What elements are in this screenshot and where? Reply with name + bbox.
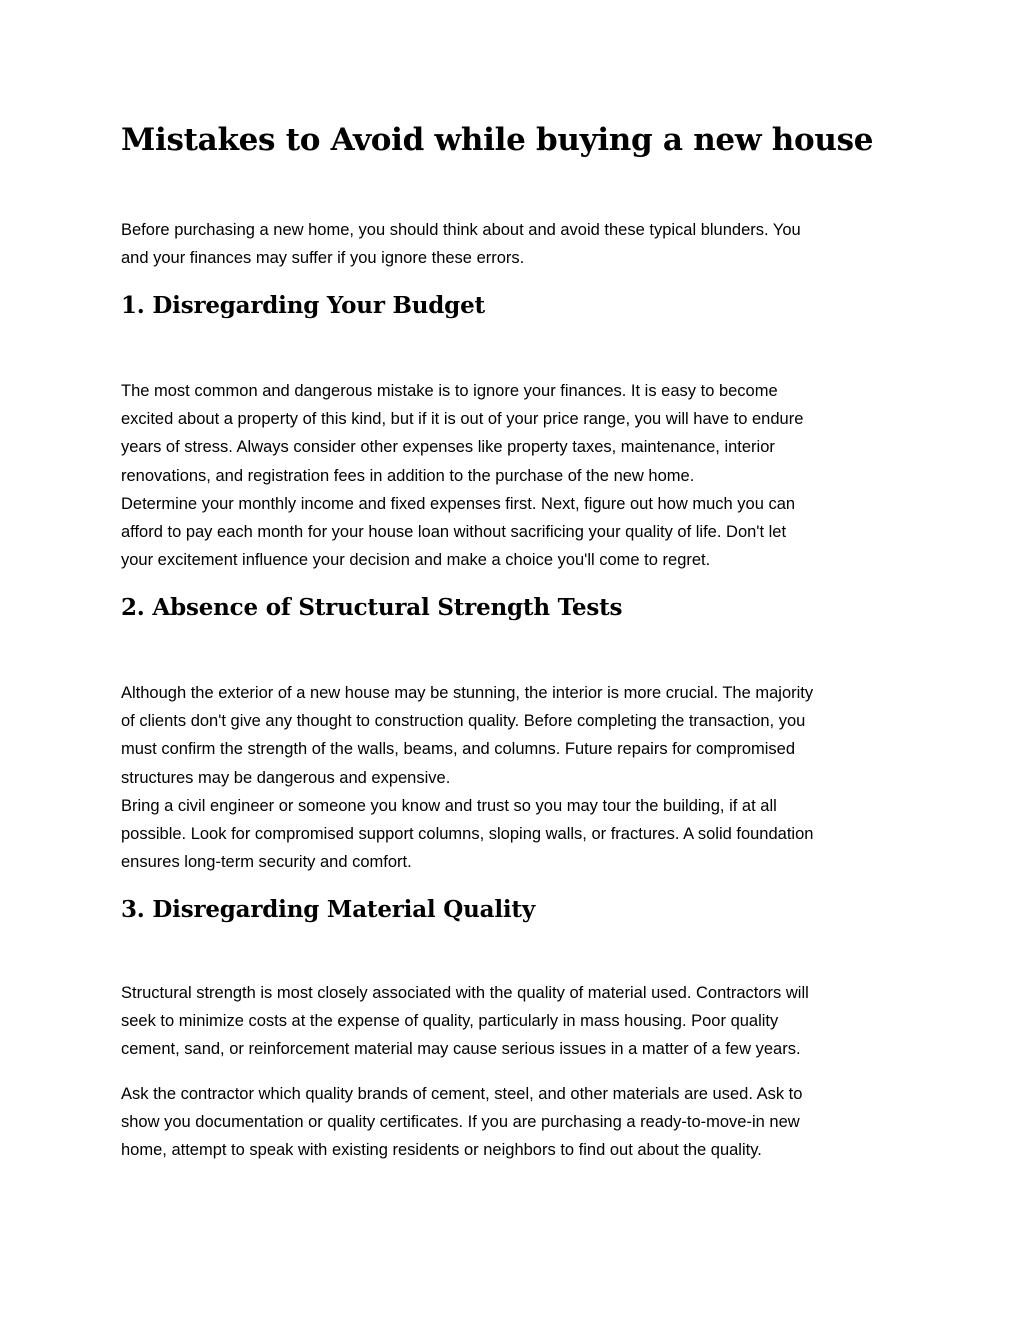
document-title: Mistakes to Avoid while buying a new house	[121, 122, 874, 158]
text-line: must confirm the strength of the walls, beams, and columns. Future repairs for compromised	[121, 740, 796, 759]
text-line: years of stress. Always consider other expenses like property taxes, maintenance, interior	[121, 438, 775, 457]
section-paragraph	[121, 679, 911, 876]
text-line: cement, sand, or reinforcement material may cause serious issues in a matter of a few years.	[121, 1040, 801, 1059]
text-line: seek to minimize costs at the expense of quality, particularly in mass housing. Poor quality	[121, 1012, 779, 1031]
text-line: Ask the contractor which quality brands of cement, steel, and other materials are used. Ask to	[121, 1085, 803, 1103]
section-heading-budget: 1. Disregarding Your Budget	[121, 292, 485, 319]
text-line: your excitement influence your decision and make a choice you'll come to regret.	[121, 551, 711, 570]
text-line: renovations, and registration fees in addition to the purchase of the new home.	[121, 466, 695, 485]
text-line: of clients don't give any thought to construction quality. Before completing the transaction, you	[121, 712, 806, 731]
text-line: Before purchasing a new home, you should think about and avoid these typical blunders. You	[121, 221, 801, 239]
text-line: ensures long-term security and comfort.	[121, 853, 412, 872]
text-line: possible. Look for compromised support columns, sloping walls, or fractures. A solid foundation	[121, 825, 814, 844]
text-line: and your finances may suffer if you ignore these errors.	[121, 249, 525, 268]
intro-paragraph	[121, 216, 911, 272]
section-paragraph	[121, 1080, 911, 1165]
text-line: Bring a civil engineer or someone you know and trust so you may tour the building, if at all	[121, 796, 777, 815]
text-line: show you documentation or quality certificates. If you are purchasing a ready-to-move-in new	[121, 1113, 800, 1132]
text-line: Determine your monthly income and fixed expenses first. Next, figure out how much you can	[121, 494, 796, 513]
text-line: excited about a property of this kind, but if it is out of your price range, you will have to endure	[121, 410, 804, 429]
section-heading-material: 3. Disregarding Material Quality	[121, 896, 535, 923]
text-line: afford to pay each month for your house loan without sacrificing your quality of life. Don't let	[121, 523, 787, 542]
text-line: Structural strength is most closely associated with the quality of material used. Contractors will	[121, 984, 809, 1002]
text-line: home, attempt to speak with existing residents or neighbors to find out about the quality.	[121, 1141, 762, 1160]
text-line: structures may be dangerous and expensive.	[121, 768, 451, 787]
section-heading-structural: 2. Absence of Structural Strength Tests	[121, 594, 623, 621]
text-line: The most common and dangerous mistake is to ignore your finances. It is easy to become	[121, 382, 778, 400]
text-line: Although the exterior of a new house may be stunning, the interior is more crucial. The majority	[121, 684, 814, 702]
section-paragraph	[121, 979, 911, 1064]
section-paragraph	[121, 377, 911, 574]
